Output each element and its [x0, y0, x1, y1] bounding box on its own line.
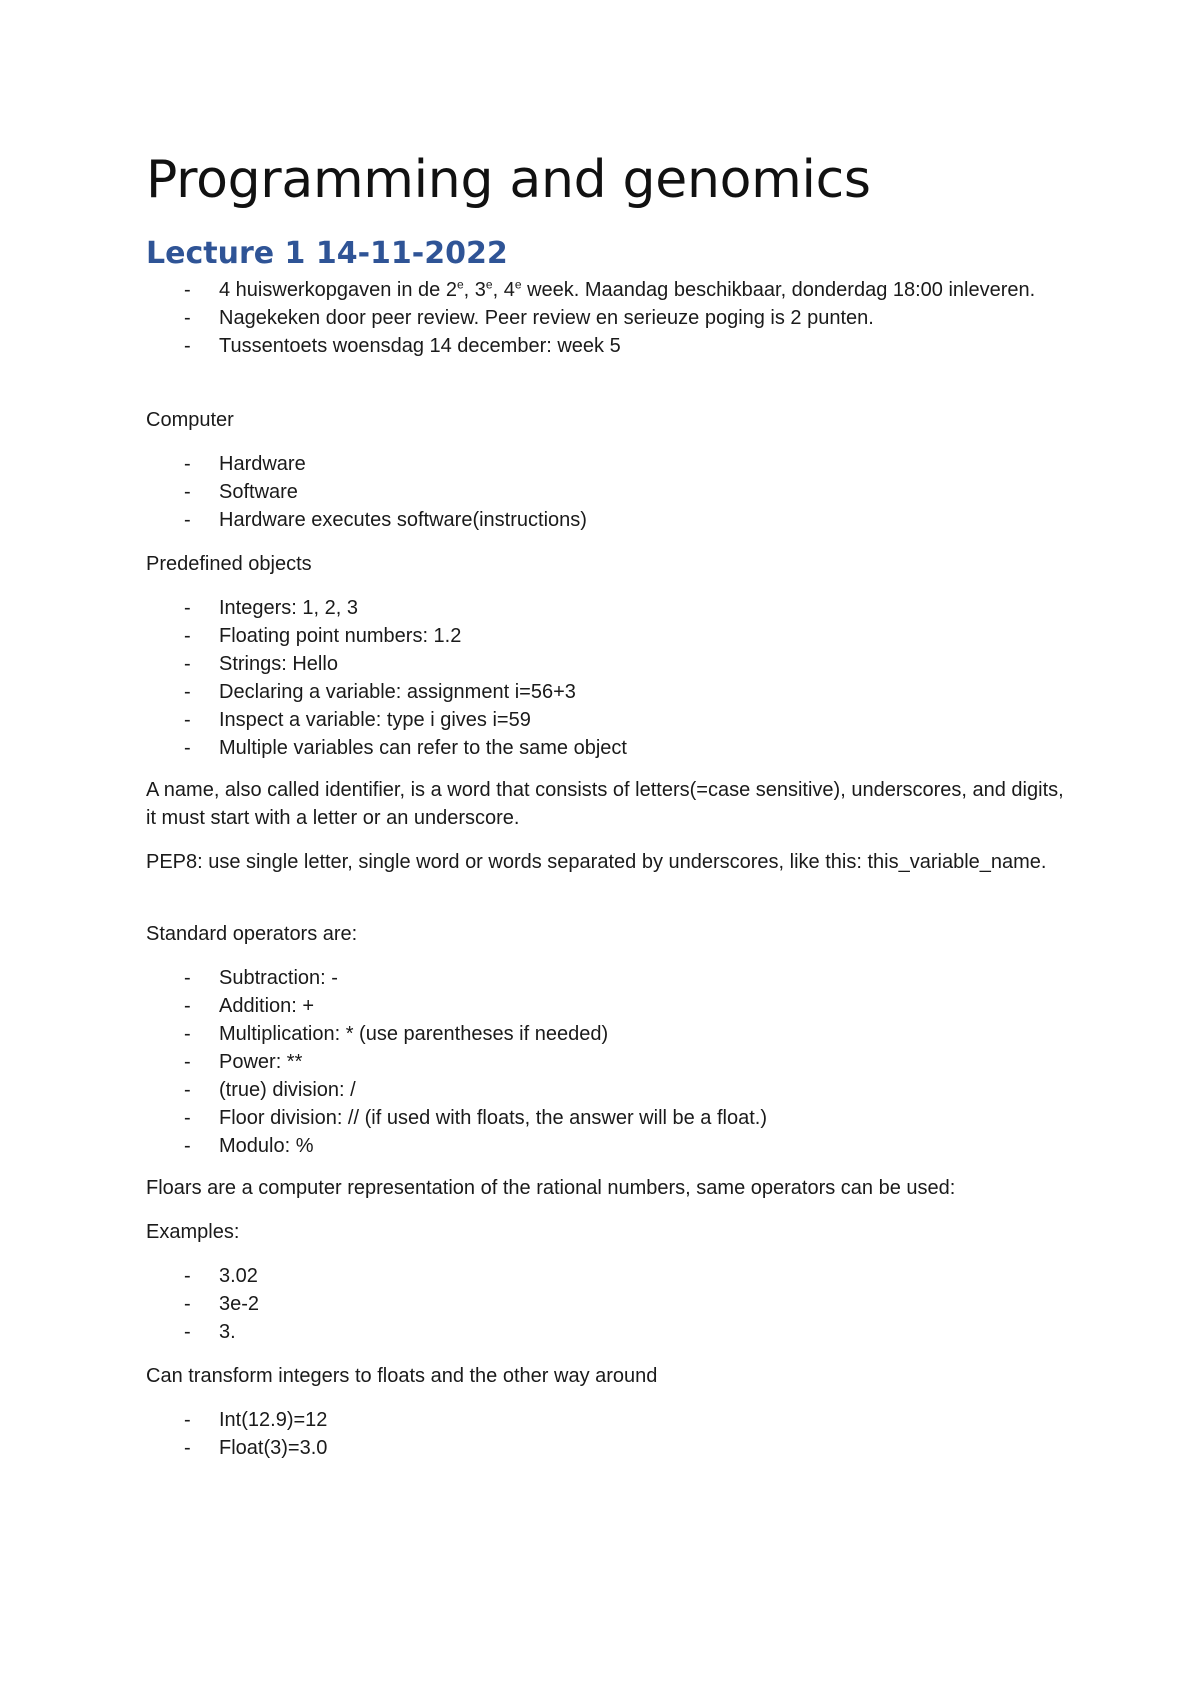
list-item: - Software [146, 478, 1076, 506]
pep8-paragraph: PEP8: use single letter, single word or words separated by underscores, like this: this_variable_name. [146, 851, 1047, 873]
predefined-section [146, 550, 1076, 762]
floats-paragraph-block [146, 1174, 1076, 1202]
section-label: Examples: [146, 1221, 240, 1243]
list-item: - Hardware [146, 450, 1076, 478]
list-item: - Int(12.9)=12 [146, 1406, 1076, 1434]
section-label: Computer [146, 409, 234, 431]
name-paragraph: A name, also called identifier, is a word that consists of letters(=case sensitive), underscores, and digits, it must start with a letter or an underscore. [146, 779, 1064, 829]
list-item: - Floating point numbers: 1.2 [146, 622, 1076, 650]
examples-list [146, 1262, 1076, 1346]
list-item: - 3. [146, 1318, 1076, 1346]
transform-section [146, 1362, 1076, 1462]
list-item: - Power: ** [146, 1048, 1076, 1076]
list-item: - Subtraction: - [146, 964, 1076, 992]
list-item: - Modulo: % [146, 1132, 1076, 1160]
section-label: Standard operators are: [146, 923, 358, 945]
list-item: - Addition: + [146, 992, 1076, 1020]
list-item: - Declaring a variable: assignment i=56+3 [146, 678, 1076, 706]
operators-list [146, 964, 1076, 1160]
section-label: Can transform integers to floats and the other way around [146, 1365, 658, 1387]
list-item: - (true) division: / [146, 1076, 1076, 1104]
transform-list [146, 1406, 1076, 1462]
list-item: - Nagekeken door peer review. Peer review en serieuze poging is 2 punten. [146, 304, 1076, 332]
list-item: - 3.02 [146, 1262, 1076, 1290]
list-item: - Tussentoets woensdag 14 december: week 5 [146, 332, 1076, 360]
list-item: - Hardware executes software(instructions) [146, 506, 1076, 534]
list-item: - Strings: Hello [146, 650, 1076, 678]
pep8-paragraph-block [146, 848, 1076, 876]
list-item: - Floor division: // (if used with floats, the answer will be a float.) [146, 1104, 1076, 1132]
lecture-heading: Lecture 1 14-11-2022 [146, 236, 508, 271]
computer-section [146, 406, 1076, 534]
intro-list-block [146, 276, 1076, 360]
list-item: - 3e-2 [146, 1290, 1076, 1318]
examples-section [146, 1218, 1076, 1346]
intro-list [146, 276, 1076, 360]
computer-list [146, 450, 1076, 534]
document-title: Programming and genomics [146, 150, 871, 210]
list-item: - Integers: 1, 2, 3 [146, 594, 1076, 622]
list-item: - Float(3)=3.0 [146, 1434, 1076, 1462]
list-item: - Multiple variables can refer to the same object [146, 734, 1076, 762]
predefined-list [146, 594, 1076, 762]
section-label: Predefined objects [146, 553, 312, 575]
operators-section [146, 920, 1076, 1160]
floats-paragraph: Floars are a computer representation of the rational numbers, same operators can be used: [146, 1177, 956, 1199]
name-paragraph-block [146, 776, 1076, 832]
list-item: - Inspect a variable: type i gives i=59 [146, 706, 1076, 734]
list-item: - Multiplication: * (use parentheses if needed) [146, 1020, 1076, 1048]
list-item: - 4 huiswerkopgaven in de 2e, 3e, 4e week. Maandag beschikbaar, donderdag 18:00 inleveren. [146, 276, 1076, 304]
